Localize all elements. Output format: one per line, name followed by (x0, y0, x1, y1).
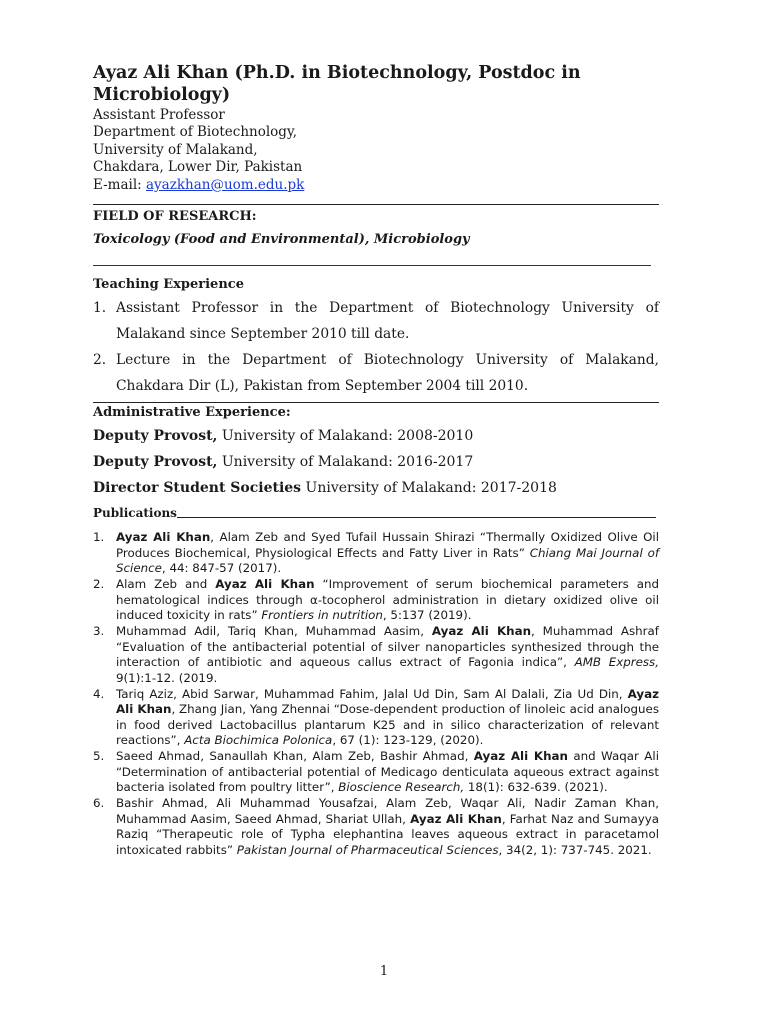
publication-post: , 44: 847-57 (2017). (161, 561, 282, 576)
publication-number: 2. (93, 577, 105, 592)
teaching-item (93, 347, 659, 399)
publication-post: 9(1):1-12. (2019. (116, 670, 218, 685)
teaching-list (93, 295, 659, 399)
publication-pre: Muhammad Adil, Tariq Khan, Muhammad Aasim, (116, 624, 432, 639)
admin-item (93, 453, 659, 471)
divider (93, 265, 651, 266)
email-label: E-mail: (93, 176, 146, 193)
teaching-heading: Teaching Experience (93, 277, 244, 293)
publication-item (93, 796, 659, 858)
publication-journal: AMB Express, (574, 655, 659, 670)
publications-heading: Publications (93, 506, 177, 521)
cv-name-heading (93, 62, 659, 106)
publication-item (93, 577, 659, 624)
publication-number: 4. (93, 686, 105, 701)
admin-detail: University of Malakand: 2017-2018 (301, 480, 557, 497)
admin-detail: University of Malakand: 2008-2010 (217, 428, 474, 445)
publication-author-highlight: Ayaz Ali Khan (410, 811, 502, 826)
publication-journal: Chiang Mai Journal of Science (116, 545, 660, 576)
publication-item (93, 687, 659, 749)
publication-number: 3. (93, 624, 105, 639)
publication-post: , 5:137 (2019). (382, 608, 472, 623)
teaching-item-text: Lecture in the Department of Biotechnology University of Malakand, Chakdara Dir (L), Pakistan from September 2004 till 2010. (116, 352, 659, 395)
cv-page (93, 62, 659, 859)
publication-post: , 34(2, 1): 737-745. 2021. (498, 842, 652, 857)
admin-detail: University of Malakand: 2016-2017 (217, 454, 474, 471)
publication-number: 5. (93, 749, 105, 764)
publication-post: , 67 (1): 123-129, (2020). (332, 733, 484, 748)
email-row (93, 177, 659, 194)
publication-item (93, 749, 659, 796)
email-link[interactable]: ayazkhan@uom.edu.pk (146, 176, 305, 193)
publication-body: , Muhammad Ashraf “Evaluation of the antibacterial potential of silver nanoparticles synthesized through the interaction of antibiotic and aqueous callus extract of Fagonia indica”, (116, 624, 659, 670)
publication-author-highlight: Ayaz Ali Khan (116, 530, 211, 545)
page-number: 1 (379, 964, 389, 979)
publication-body: , Farhat Naz and Sumayya Raziq “Therapeutic role of Typha elephantina leaves aqueous extract in paracetamol intoxicated rabbits” (116, 811, 659, 857)
publication-item (93, 624, 659, 686)
admin-item (93, 427, 659, 445)
position: Assistant Professor (93, 107, 225, 123)
admin-item (93, 479, 659, 497)
publication-pre: Tariq Aziz, Abid Sarwar, Muhammad Fahim, Jalal Ud Din, Sam Al Dalali, Zia Ud Din, (116, 686, 628, 701)
teaching-item-number: 1. (93, 300, 107, 317)
publication-author-highlight: Ayaz Ali Khan (215, 577, 315, 592)
publication-pre: Saeed Ahmad, Sanaullah Khan, Alam Zeb, Bashir Ahmad, (116, 749, 474, 764)
teaching-item-text: Assistant Professor in the Department of Biotechnology University of Malakand since September 2010 till date. (116, 300, 659, 343)
publication-body: , Alam Zeb and Syed Tufail Hussain Shirazi “Thermally Oxidized Olive Oil Produces Biochemical, Physiological Effects and Fatty Liver in Rats” (116, 530, 659, 560)
admin-role: Director Student Societies (93, 480, 302, 497)
publication-author-highlight: Ayaz Ali Khan (116, 686, 659, 717)
publication-journal: Bioscience Research, (338, 780, 465, 795)
publication-journal: Pakistan Journal of Pharmaceutical Sciences (236, 842, 499, 857)
publication-item (93, 530, 659, 577)
location: Chakdara, Lower Dir, Pakistan (93, 159, 303, 176)
divider (93, 204, 659, 205)
university: University of Malakand, (93, 141, 258, 158)
publication-body: “Improvement of serum biochemical parameters and hematological indices through α-tocopherol administration in dietary oxidized olive oil induced toxicity in rats” (116, 577, 660, 623)
publications-list (93, 530, 659, 858)
divider (93, 402, 659, 403)
research-heading: FIELD OF RESEARCH: (93, 209, 257, 225)
publication-journal: Acta Biochimica Polonica (184, 733, 333, 748)
publication-pre: Alam Zeb and (116, 577, 216, 592)
admin-role: Deputy Provost, (93, 428, 218, 445)
name-line-2: Microbiology) (93, 85, 231, 105)
research-fields: Toxicology (Food and Environmental), Microbiology (93, 232, 470, 248)
publication-author-highlight: Ayaz Ali Khan (473, 749, 568, 764)
teaching-item (93, 295, 659, 347)
department: Department of Biotechnology, (93, 124, 298, 141)
name-line-1: Ayaz Ali Khan (Ph.D. in Biotechnology, Postdoc in (93, 63, 581, 83)
publications-heading-row (93, 506, 656, 520)
publication-number: 6. (93, 796, 105, 811)
admin-role: Deputy Provost, (93, 454, 218, 471)
publications-rule (177, 517, 656, 518)
publication-post: 18(1): 632-639. (2021). (464, 780, 608, 795)
publication-journal: Frontiers in nutrition (261, 608, 383, 623)
admin-heading: Administrative Experience: (93, 405, 291, 421)
publication-body: and Waqar Ali “Determination of antibacterial potential of Medicago denticulata aqueous extract against bacteria isolated from poultry litter”, (116, 749, 659, 795)
publication-pre: Bashir Ahmad, Ali Muhammad Yousafzai, Alam Zeb, Waqar Ali, Nadir Zaman Khan, Muhammad Aasim, Saeed Ahmad, Shariat Ullah, (116, 796, 659, 826)
publication-body: , Zhang Jian, Yang Zhennai “Dose-dependent production of linoleic acid analogues in food derived Lactobacillus plantarum K25 and in silico characterization of relevant reactions”, (116, 702, 659, 748)
publication-number: 1. (93, 530, 105, 545)
contact-block (93, 107, 659, 194)
teaching-item-number: 2. (93, 352, 107, 369)
publication-author-highlight: Ayaz Ali Khan (431, 624, 532, 639)
